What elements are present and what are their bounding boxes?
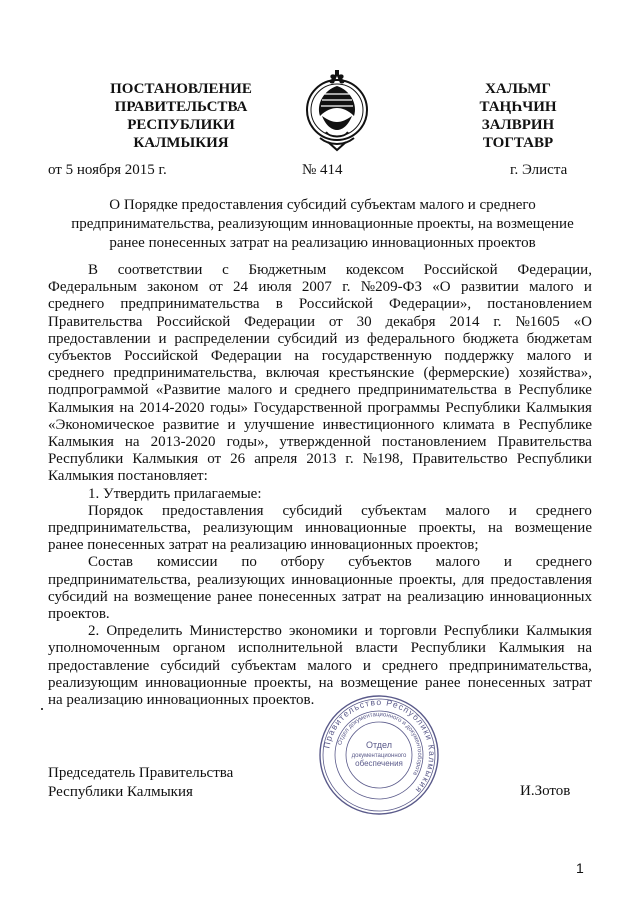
header-left-line: КАЛМЫКИЯ xyxy=(133,135,229,151)
document-title xyxy=(60,196,585,253)
body-word: субъектам xyxy=(231,657,297,674)
body-word: инновационных xyxy=(489,588,592,605)
body-word: с xyxy=(222,262,229,278)
body-word: постановлением xyxy=(381,434,487,451)
body-word: ранее xyxy=(424,674,461,691)
body-word: на xyxy=(487,520,503,537)
body-word: хозяйства», xyxy=(518,365,592,382)
body-line xyxy=(48,451,592,468)
body-word: реализующих xyxy=(197,571,286,588)
body-line xyxy=(48,365,592,382)
body-line xyxy=(48,675,592,692)
body-word: предоставления xyxy=(162,502,264,519)
body-word: малого xyxy=(445,502,490,519)
body-line xyxy=(48,503,592,520)
body-word: малого xyxy=(307,657,352,674)
body-word: Федерации xyxy=(244,313,315,330)
body-word: от xyxy=(207,451,222,468)
body-line xyxy=(48,314,592,331)
body-word: уполномоченным xyxy=(48,640,160,657)
body-word: возмещение xyxy=(134,588,212,605)
body-line: Калмыкия постановляет: xyxy=(48,468,208,485)
body-word: соответствии xyxy=(117,262,203,278)
body-word: инновационные xyxy=(291,571,393,588)
header-right-line: ТОГТАВР xyxy=(482,135,554,151)
body-word: Республики xyxy=(516,451,592,468)
body-word: реализующим xyxy=(48,674,139,691)
body-word: предоставлении xyxy=(48,330,151,347)
body-word: Правительство xyxy=(412,451,508,468)
header-left-line: ПРАВИТЕЛЬСТВА xyxy=(114,99,248,115)
body-word: реализацию xyxy=(407,588,484,605)
body-word: Российской xyxy=(124,348,199,365)
body-word: Государственной xyxy=(253,399,362,416)
body-word: на xyxy=(386,588,402,605)
signatory-position-line: Республики Калмыкия xyxy=(48,784,193,800)
body-word: декабря xyxy=(385,313,436,330)
body-word: государственную xyxy=(321,348,432,365)
body-word: (фермерские) xyxy=(423,365,510,382)
body-word: субъектов xyxy=(48,348,112,365)
body-word: среднего xyxy=(48,296,105,313)
body-word: Федеральным xyxy=(48,279,137,296)
body-word: №198, xyxy=(362,451,404,468)
body-word: торговли xyxy=(379,623,437,640)
body-word: федерального xyxy=(367,330,455,347)
body-word: для xyxy=(462,571,485,588)
body-word: Республике xyxy=(518,382,592,399)
body-word: субсидий xyxy=(160,657,221,674)
body-line xyxy=(48,348,592,365)
body-word: и xyxy=(362,657,371,674)
body-word: 2013 xyxy=(306,451,337,468)
body-word: Российской xyxy=(156,313,231,330)
body-word: «Развитие xyxy=(155,382,221,399)
header-right-line: ЗАЛВРИН xyxy=(481,117,555,133)
body-line xyxy=(48,400,592,417)
body-word: годы» xyxy=(209,399,249,416)
document-date: от 5 ноября 2015 г. xyxy=(48,162,167,178)
body-word: 2014-2020 xyxy=(139,399,205,416)
body-word: предпринимательства xyxy=(357,382,498,399)
body-word: малого xyxy=(227,382,273,399)
body-line xyxy=(48,434,592,451)
body-word: 2007 xyxy=(301,279,332,296)
body-word: малого xyxy=(526,348,572,365)
title-line: О Порядке предоставления субсидий субъектам малого и среднего xyxy=(109,197,536,213)
body-word: предоставления xyxy=(490,571,592,588)
body-word: Республики xyxy=(445,399,521,416)
body-word: подпрограммой xyxy=(48,382,149,399)
body-word: №1605 xyxy=(515,313,560,330)
header-left-line: ПОСТАНОВЛЕНИЕ xyxy=(110,81,252,97)
body-word: Российской xyxy=(298,296,373,313)
body-word: Калмыкия xyxy=(526,399,592,416)
body-word: среднего xyxy=(535,502,592,519)
body-line xyxy=(48,572,592,589)
body-word: 2. xyxy=(88,623,100,640)
body-word: Калмыкия xyxy=(526,623,592,640)
body-word: развитии xyxy=(460,279,519,296)
body-word: инновационные xyxy=(145,674,247,691)
coat-of-arms-kalmykia-icon xyxy=(302,66,372,154)
body-word: Определить xyxy=(106,623,183,640)
body-word: включая xyxy=(265,365,320,382)
body-word: Порядок xyxy=(88,502,144,519)
body-word: г. xyxy=(345,451,354,468)
body-word: на xyxy=(124,434,140,451)
body-word: среднего xyxy=(294,382,351,399)
body-word: понесенных xyxy=(467,674,546,691)
body-word: предоставление xyxy=(48,657,150,674)
stamp-center-line: документационного xyxy=(351,753,407,759)
body-word: Российской xyxy=(423,262,498,278)
body-word: по xyxy=(241,554,257,571)
body-word: апреля xyxy=(254,451,298,468)
body-word: предпринимательства, xyxy=(48,520,191,537)
body-word: возмещение xyxy=(340,674,418,691)
body-word: комиссии xyxy=(156,554,218,571)
body-word: Федерации, xyxy=(517,262,592,278)
body-word: Калмыкия xyxy=(48,434,114,451)
header-right-line: ХАЛЬМГ xyxy=(485,81,551,97)
body-word: затрат xyxy=(341,588,382,605)
body-word: г. xyxy=(342,279,351,296)
body-line xyxy=(48,382,592,399)
body-word: 30 xyxy=(356,313,372,330)
stamp-center-line: Отдел xyxy=(365,740,393,750)
body-word: субъектам xyxy=(361,502,427,519)
header-right-line: ТАҢҺЧИН xyxy=(479,99,557,115)
body-word: и xyxy=(158,330,167,347)
body-word: и xyxy=(227,416,236,433)
header-right-title xyxy=(458,80,578,152)
body-word: климата xyxy=(442,416,495,433)
body-word: Республики xyxy=(410,640,486,657)
body-line xyxy=(48,520,592,537)
body-word: 2013-2020 xyxy=(150,434,216,451)
stamp-inner-ring-text: Отдел документационного и документооборота xyxy=(337,711,423,777)
body-word: Республики xyxy=(48,451,124,468)
body-word: затрат xyxy=(552,674,592,691)
body-word: среднего xyxy=(535,554,592,571)
title-line: ранее понесенных затрат на реализацию инновационных проектов xyxy=(109,235,536,251)
body-word: Федерации», xyxy=(389,296,472,313)
body-line xyxy=(48,589,592,606)
body-word: Федерации xyxy=(210,348,282,365)
body-word: в xyxy=(504,382,512,399)
body-word: 2014 xyxy=(449,313,480,330)
body-word: реализующим xyxy=(202,520,294,537)
body-word: инвестиционного xyxy=(322,416,435,433)
body-line: проектов. xyxy=(48,606,110,623)
title-line: предпринимательства, реализующим инновационные проекты, на возмещение xyxy=(71,216,574,232)
body-word: Республике xyxy=(518,416,592,433)
body-word: субсидий xyxy=(48,588,108,605)
body-word: среднего xyxy=(48,365,105,382)
body-word: №209-ФЗ xyxy=(360,279,422,296)
body-word: В xyxy=(88,262,99,278)
document-body xyxy=(48,262,592,709)
body-word: улучшение xyxy=(243,416,315,433)
body-word: программы xyxy=(367,399,440,416)
body-word: на xyxy=(577,640,592,657)
body-line xyxy=(48,417,592,434)
body-word: г. xyxy=(493,313,502,330)
body-word: проекты, xyxy=(398,571,457,588)
body-word: на xyxy=(294,348,310,365)
body-word: проекты, xyxy=(418,520,476,537)
body-word: экономики xyxy=(288,623,358,640)
body-word: «Экономическое xyxy=(48,416,155,433)
body-word: и xyxy=(503,554,512,571)
body-word: на xyxy=(318,674,334,691)
body-word: органом xyxy=(172,640,226,657)
body-word: возмещение xyxy=(514,520,592,537)
body-word: проекты, xyxy=(253,674,312,691)
body-word: поддержку xyxy=(444,348,515,365)
body-line xyxy=(48,262,592,279)
page-number: 1 xyxy=(576,860,584,876)
body-word: Калмыкия xyxy=(498,640,565,657)
body-word: июля xyxy=(258,279,292,296)
body-word: власти xyxy=(355,640,398,657)
body-word: 24 xyxy=(233,279,249,296)
body-line xyxy=(48,279,592,296)
body-word: предпринимательства, xyxy=(113,365,257,382)
signatory-position xyxy=(48,764,233,802)
document-number: № 414 xyxy=(302,162,343,178)
body-word: малого xyxy=(529,279,574,296)
body-word: «О xyxy=(573,313,592,330)
body-word: и xyxy=(583,279,592,296)
body-word: кодексом xyxy=(345,262,405,278)
body-word: отбору xyxy=(280,554,325,571)
body-word: предпринимательства, xyxy=(48,571,191,588)
header-left-title xyxy=(88,80,274,152)
header-left-line: РЕСПУБЛИКИ xyxy=(127,117,235,133)
stamp-ring-text: Правительство Республики Калмыкия xyxy=(321,696,438,796)
body-word: малого xyxy=(435,554,481,571)
body-line: ранее понесенных затрат на реализацию инновационных проектов; xyxy=(48,537,479,554)
body-word: субъектов xyxy=(348,554,412,571)
body-word: Бюджетным xyxy=(248,262,327,278)
stamp-center-line: обеспечения xyxy=(355,759,403,768)
body-word: субсидий xyxy=(282,502,343,519)
scan-dot xyxy=(41,708,43,710)
body-word: Республики xyxy=(443,623,520,640)
body-word: в xyxy=(502,416,511,433)
body-word: годы», xyxy=(226,434,269,451)
body-word: предпринимательства, xyxy=(449,657,592,674)
document-city: г. Элиста xyxy=(510,162,568,178)
body-word: предпринимательства xyxy=(120,296,260,313)
body-word: и xyxy=(508,502,517,519)
body-word: Министерство xyxy=(189,623,282,640)
body-word: от xyxy=(208,279,223,296)
body-line xyxy=(48,296,592,313)
signatory-name: И.Зотов xyxy=(520,783,571,799)
body-word: в xyxy=(275,296,283,313)
body-word: на xyxy=(113,588,129,605)
body-word: бюджетам xyxy=(526,330,592,347)
signatory-position-line: Председатель Правительства xyxy=(48,765,234,781)
body-word: Калмыкия xyxy=(132,451,199,468)
body-word: Правительства xyxy=(497,434,592,451)
body-line xyxy=(48,554,592,571)
body-line xyxy=(48,658,592,675)
body-word: Калмыкия xyxy=(48,399,114,416)
body-word: среднего xyxy=(381,657,439,674)
body-word: Состав xyxy=(88,554,134,571)
body-word: от xyxy=(328,313,343,330)
body-word: инновационные xyxy=(305,520,407,537)
body-line xyxy=(48,623,592,640)
body-word: развитие xyxy=(162,416,220,433)
body-line: на реализацию инновационных проектов. xyxy=(48,692,315,709)
body-word: законом xyxy=(147,279,199,296)
body-line xyxy=(48,331,592,348)
body-line xyxy=(48,640,592,657)
body-word: и xyxy=(279,382,288,399)
body-word: ранее xyxy=(217,588,253,605)
official-stamp-icon xyxy=(318,694,440,816)
body-word: «О xyxy=(432,279,451,296)
body-word: постановлением xyxy=(487,296,592,313)
body-word: субсидий xyxy=(277,330,338,347)
body-word: утвержденной xyxy=(279,434,371,451)
body-word: бюджета xyxy=(462,330,519,347)
body-word: 26 xyxy=(230,451,246,468)
body-word: понесенных xyxy=(258,588,337,605)
body-word: крестьянские xyxy=(328,365,415,382)
body-word: и xyxy=(364,623,373,640)
body-word: Правительства xyxy=(48,313,143,330)
body-word: и xyxy=(583,348,592,365)
body-word: исполнительной xyxy=(238,640,343,657)
body-line: 1. Утвердить прилагаемые: xyxy=(88,485,262,502)
body-word: распределении xyxy=(174,330,270,347)
body-word: из xyxy=(345,330,360,347)
body-word: на xyxy=(119,399,135,416)
